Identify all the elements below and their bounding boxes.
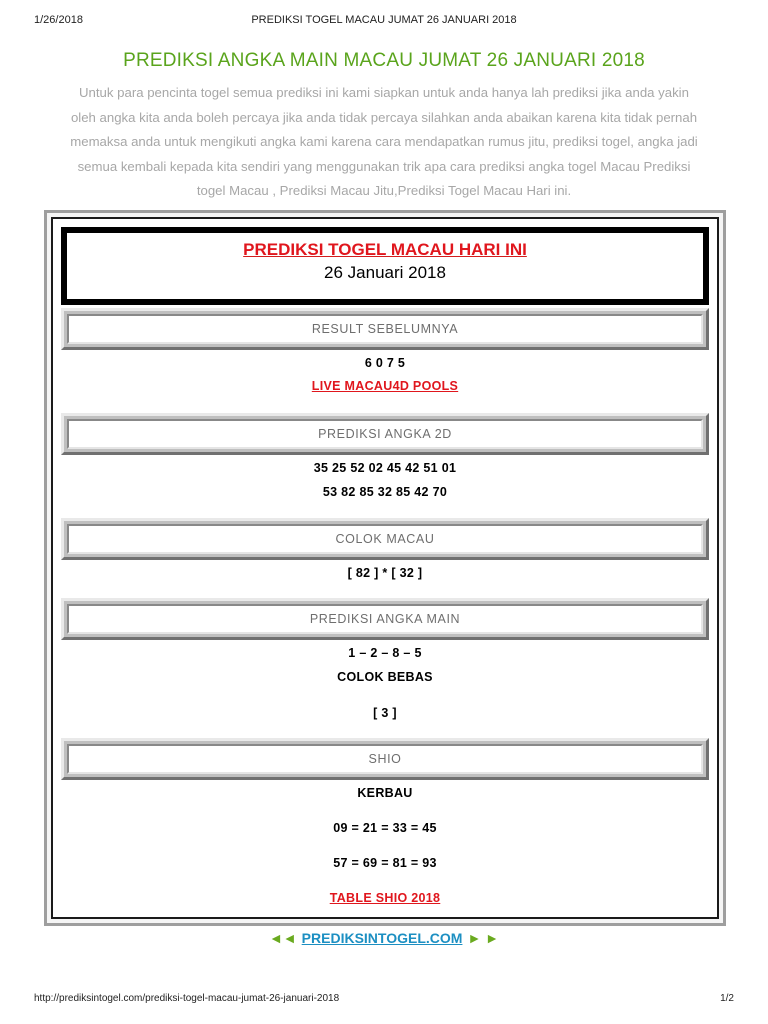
intro-line: Untuk para pencinta togel semua prediksi ini kami siapkan untuk anda hanya lah prediksi jika anda yakin <box>79 85 689 100</box>
table-shio-link[interactable]: TABLE SHIO 2018 <box>329 891 441 905</box>
result-value: 6 0 7 5 <box>364 356 406 370</box>
intro-line: oleh angka kita anda boleh percaya jika anda tidak percaya silahkan anda abaikan karena kita tidak pernah <box>70 109 698 125</box>
section-header-angka-main <box>61 598 709 640</box>
angka-main-value: 1 – 2 – 8 – 5 <box>348 646 422 660</box>
section-label: COLOK MACAU <box>67 524 703 554</box>
colok-bebas-label: COLOK BEBAS <box>337 670 433 684</box>
intro-line: memaksa anda untuk mengikuti angka kami karena cara mendapatkan rumus jitu, prediksi togel, angka jadi <box>70 134 698 150</box>
section-header-angka-2d <box>61 413 709 455</box>
print-date: 1/26/2018 <box>34 14 83 26</box>
section-label: SHIO <box>67 744 703 774</box>
angka-2d-line-1: 35 25 52 02 45 42 51 01 <box>313 461 457 475</box>
prediction-table-outer <box>44 210 726 926</box>
section-header-shio <box>61 738 709 780</box>
page-title: PREDIKSI ANGKA MAIN MACAU JUMAT 26 JANUARI 2018 <box>123 50 645 71</box>
print-page-number: 1/2 <box>720 993 734 1004</box>
colok-bebas-value: [ 3 ] <box>373 706 397 720</box>
table-heading-link[interactable]: PREDIKSI TOGEL MACAU HARI INI <box>243 240 527 259</box>
section-label: PREDIKSI ANGKA MAIN <box>67 604 703 634</box>
site-nav <box>0 930 768 946</box>
site-link[interactable]: PREDIKSINTOGEL.COM <box>301 930 463 946</box>
table-date: 26 Januari 2018 <box>324 263 446 282</box>
left-arrows-icon: ◄◄ <box>268 930 297 946</box>
live-macau-link[interactable]: LIVE MACAU4D POOLS <box>311 379 459 393</box>
shio-line-1: 09 = 21 = 33 = 45 <box>333 821 437 835</box>
right-arrows-icon: ► ► <box>467 930 500 946</box>
print-footer <box>34 993 734 1007</box>
angka-2d-line-2: 53 82 85 32 85 42 70 <box>322 485 448 499</box>
print-header <box>34 14 734 30</box>
section-label: PREDIKSI ANGKA 2D <box>67 419 703 449</box>
prediction-table <box>51 217 719 919</box>
shio-line-2: 57 = 69 = 81 = 93 <box>333 856 437 870</box>
intro-line: togel Macau , Prediksi Macau Jitu,Prediksi Togel Macau Hari ini. <box>196 183 572 199</box>
colok-macau-value: [ 82 ] * [ 32 ] <box>347 566 423 580</box>
intro-paragraph <box>44 81 724 204</box>
section-label: RESULT SEBELUMNYA <box>67 314 703 344</box>
table-title-box <box>61 227 709 305</box>
section-header-colok-macau <box>61 518 709 560</box>
shio-name: KERBAU <box>357 786 413 800</box>
print-url: http://prediksintogel.com/prediksi-togel-macau-jumat-26-januari-2018 <box>34 993 340 1004</box>
print-title: PREDIKSI TOGEL MACAU JUMAT 26 JANUARI 2018 <box>251 14 517 26</box>
intro-line: semua kembali kepada kita sendiri yang menggunakan trik apa cara prediksi angka togel Macau Prediksi <box>77 158 691 174</box>
section-header-result <box>61 308 709 350</box>
